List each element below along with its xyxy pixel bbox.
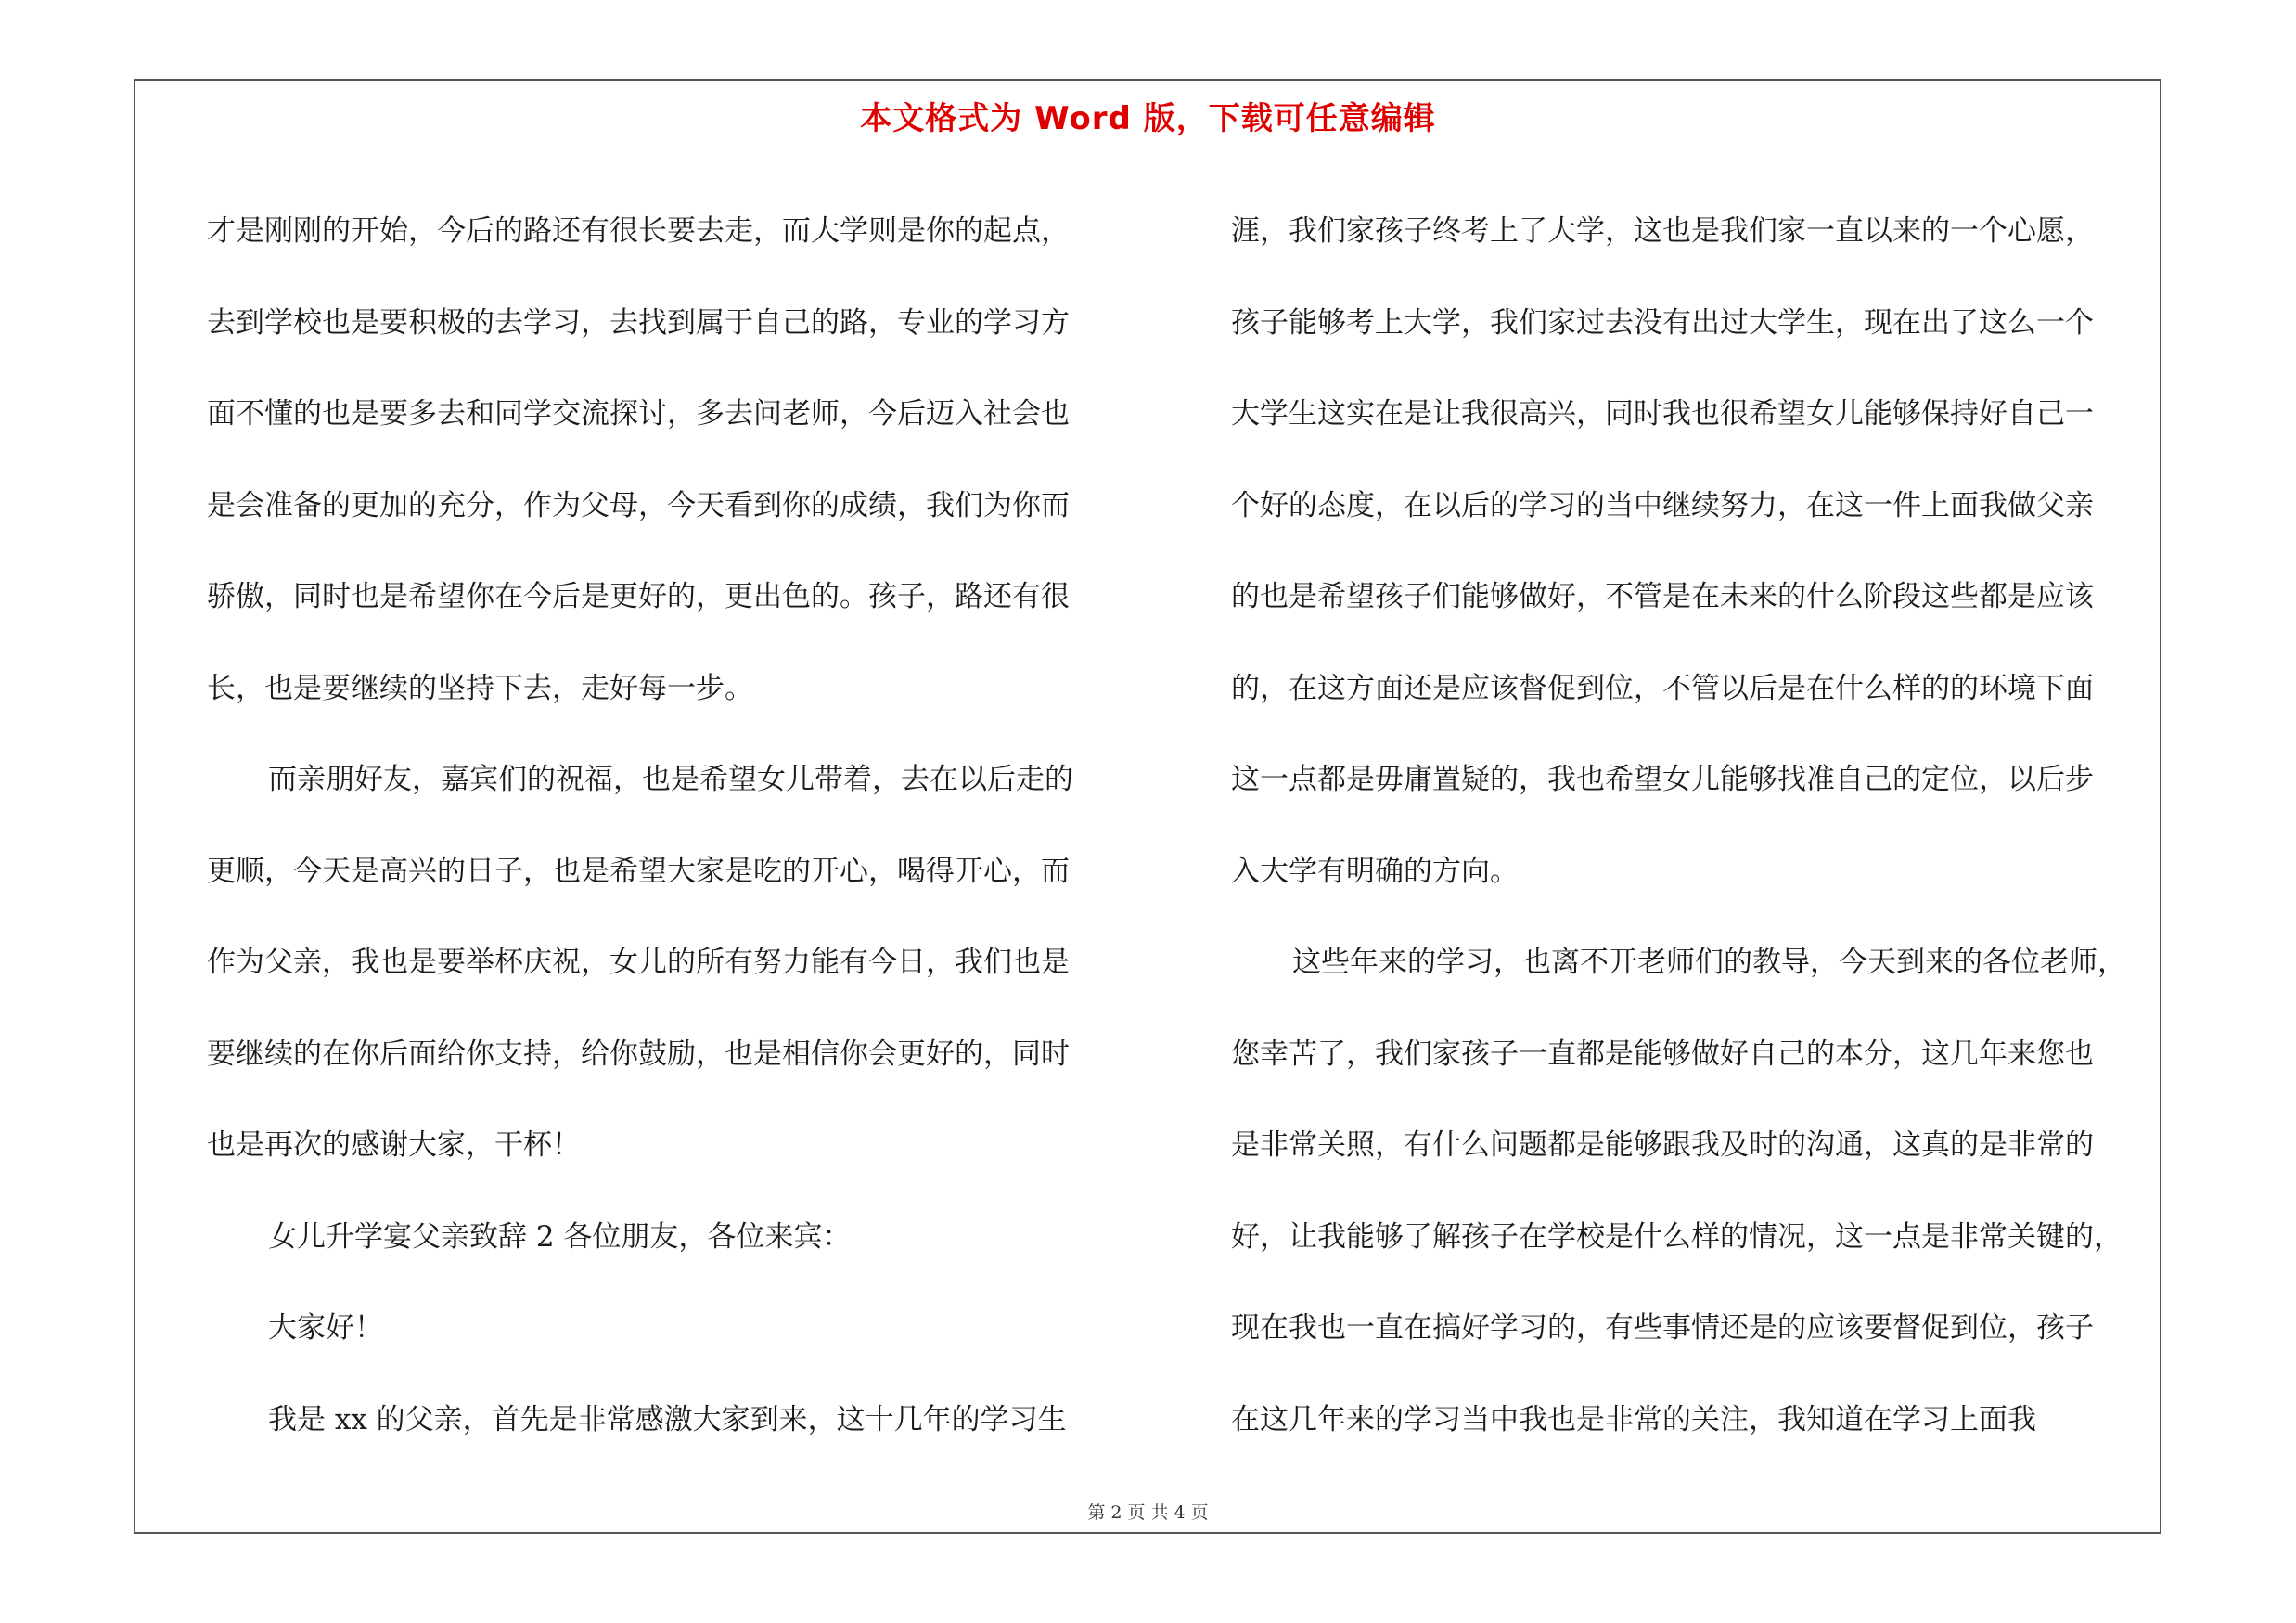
text-line: 入大学有明确的方向。 [1231, 854, 1519, 888]
text-line: 这些年来的学习，也离不开老师们的教导，今天到来的各位老师， [1292, 946, 2126, 979]
text-line: 是非常关照，有什么问题都是能够跟我及时的沟通，这真的是非常的 [1231, 1128, 2094, 1162]
text-line: 也是再次的感谢大家，干杯！ [207, 1128, 581, 1162]
text-line: 好，让我能够了解孩子在学校是什么样的情况，这一点是非常关键的， [1231, 1219, 2123, 1254]
text-line: 大家好！ [268, 1311, 383, 1345]
text-line: 孩子能够考上大学，我们家过去没有出过大学生，现在出了这么一个 [1231, 305, 2094, 340]
text-line: 才是刚刚的开始，今后的路还有很长要去走，而大学则是你的起点， [207, 214, 1070, 248]
text-line: 的，在这方面还是应该督促到位，不管以后是在什么样的的环境下面 [1231, 671, 2094, 705]
text-line: 在这几年来的学习当中我也是非常的关注，我知道在学习上面我 [1231, 1402, 2036, 1436]
text-line: 女儿升学宴父亲致辞 2 各位朋友，各位来宾： [268, 1219, 852, 1254]
text-line: 作为父亲，我也是要举杯庆祝，女儿的所有努力能有今日，我们也是 [207, 946, 1070, 979]
text-line: 面不懂的也是要多去和同学交流探讨，多去问老师，今后迈入社会也 [207, 397, 1070, 431]
text-line: 长，也是要继续的坚持下去，走好每一步。 [207, 671, 753, 705]
left-text-column [207, 186, 1135, 1465]
text-line: 更顺，今天是高兴的日子，也是希望大家是吃的开心，喝得开心，而 [207, 854, 1070, 888]
word-format-banner: 本文格式为 Word 版，下载可任意编辑 [860, 100, 1436, 137]
text-line: 而亲朋好友，嘉宾们的祝福，也是希望女儿带着，去在以后走的 [268, 763, 1073, 796]
text-line: 这一点都是毋庸置疑的，我也希望女儿能够找准自己的定位，以后步 [1231, 763, 2094, 796]
text-line: 个好的态度，在以后的学习的当中继续努力，在这一件上面我做父亲 [1231, 488, 2094, 522]
right-text-column [1231, 186, 2159, 1465]
text-line: 我是 xx 的父亲，首先是非常感激大家到来，这十几年的学习生 [268, 1402, 1067, 1436]
text-line: 是会准备的更加的充分，作为父母，今天看到你的成绩，我们为你而 [207, 488, 1070, 522]
page-number-footer: 第 2 页 共 4 页 [1087, 1502, 1209, 1523]
text-line: 去到学校也是要积极的去学习，去找到属于自己的路，专业的学习方 [207, 305, 1070, 340]
text-line: 现在我也一直在搞好学习的，有些事情还是的应该要督促到位，孩子 [1231, 1311, 2094, 1345]
text-line: 您幸苦了，我们家孩子一直都是能够做好自己的本分，这几年来您也 [1231, 1037, 2094, 1071]
text-line: 大学生这实在是让我很高兴，同时我也很希望女儿能够保持好自己一 [1231, 397, 2094, 431]
text-line: 要继续的在你后面给你支持，给你鼓励，也是相信你会更好的，同时 [207, 1037, 1070, 1071]
text-line: 涯，我们家孩子终考上了大学，这也是我们家一直以来的一个心愿， [1231, 214, 2094, 248]
text-line: 骄傲，同时也是希望你在今后是更好的，更出色的。孩子，路还有很 [207, 580, 1070, 613]
text-line: 的也是希望孩子们能够做好，不管是在未来的什么阶段这些都是应该 [1231, 580, 2094, 613]
